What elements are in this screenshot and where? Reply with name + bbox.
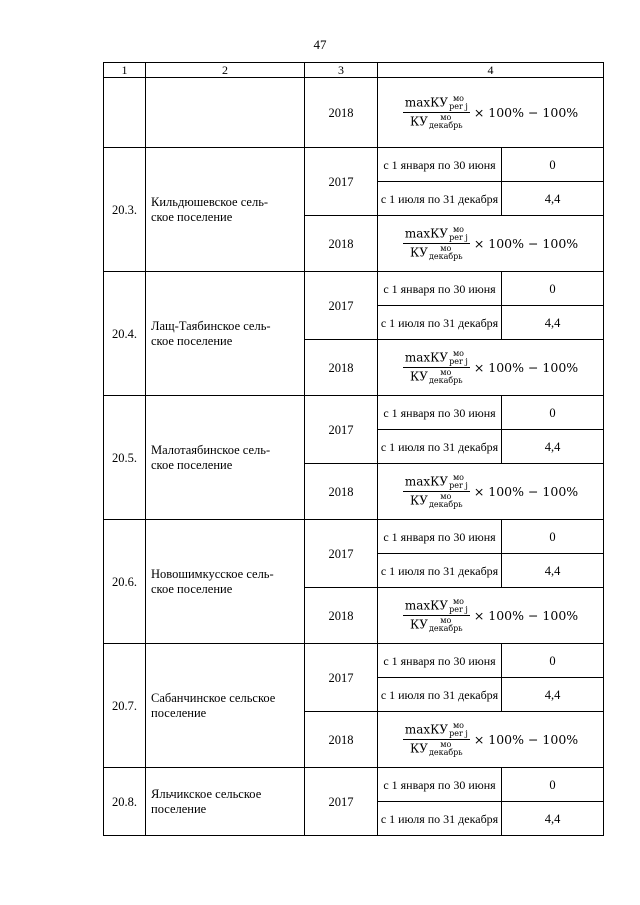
formula bbox=[403, 474, 578, 509]
period-second-half: с 1 июля по 31 декабря bbox=[378, 554, 502, 588]
value-second-half: 4,4 bbox=[502, 678, 604, 712]
year-cell: 2018 bbox=[305, 340, 378, 396]
value-first-half: 0 bbox=[502, 148, 604, 182]
table-row bbox=[104, 644, 604, 678]
formula-num-sup: мо bbox=[452, 349, 464, 358]
formula-den-sub: декабрь bbox=[428, 252, 463, 261]
formula-fraction bbox=[403, 474, 470, 509]
formula-den-sub: декабрь bbox=[428, 500, 463, 509]
period-first-half: с 1 января по 30 июня bbox=[378, 272, 502, 306]
row-number: 20.3. bbox=[104, 148, 146, 272]
formula-den-main: КУ bbox=[409, 741, 428, 756]
value-second-half: 4,4 bbox=[502, 554, 604, 588]
formula-tail: × 100% − 100% bbox=[473, 607, 579, 623]
formula bbox=[403, 95, 578, 130]
header-col-1: 1 bbox=[104, 63, 146, 78]
value-first-half: 0 bbox=[502, 272, 604, 306]
year-cell: 2018 bbox=[305, 712, 378, 768]
year-cell: 2017 bbox=[305, 396, 378, 464]
formula-num-sup: мо bbox=[452, 94, 464, 103]
period-first-half: с 1 января по 30 июня bbox=[378, 520, 502, 554]
settlement-name bbox=[146, 644, 305, 768]
row-number: 20.6. bbox=[104, 520, 146, 644]
formula-num-sup: мо bbox=[452, 225, 464, 234]
settlement-name-line-2: поселение bbox=[151, 801, 207, 816]
header-col-3: 3 bbox=[305, 63, 378, 78]
formula-cell bbox=[378, 464, 604, 520]
row-number: 20.8. bbox=[104, 768, 146, 836]
year-cell: 2018 bbox=[305, 216, 378, 272]
table-row bbox=[104, 148, 604, 182]
settlement-name-line-1: Новошимкусское сель- bbox=[151, 566, 274, 581]
page-number: 47 bbox=[313, 37, 327, 52]
value-second-half: 4,4 bbox=[502, 182, 604, 216]
formula-den-main: КУ bbox=[409, 369, 428, 384]
formula-num-sup: мо bbox=[452, 597, 464, 606]
table-row bbox=[104, 768, 604, 802]
formula bbox=[403, 350, 578, 385]
formula-num-main: maxКУ bbox=[404, 722, 449, 737]
year-cell: 2017 bbox=[305, 644, 378, 712]
formula-numerator bbox=[403, 722, 470, 740]
value-second-half: 4,4 bbox=[502, 802, 604, 836]
formula-tail: × 100% − 100% bbox=[473, 731, 579, 747]
formula-num-main: maxКУ bbox=[404, 226, 449, 241]
formula-numerator bbox=[403, 598, 470, 616]
settlement-name-line-1: Лащ-Таябинское сель- bbox=[151, 318, 271, 333]
table-row bbox=[104, 396, 604, 430]
formula-fraction bbox=[403, 722, 470, 757]
formula-num-sub: per j bbox=[449, 605, 468, 614]
settlement-name bbox=[146, 396, 305, 520]
formula-den-main: КУ bbox=[409, 617, 428, 632]
formula-cell bbox=[378, 216, 604, 272]
formula-num-sub: per j bbox=[449, 729, 468, 738]
period-first-half: с 1 января по 30 июня bbox=[378, 396, 502, 430]
value-first-half: 0 bbox=[502, 396, 604, 430]
formula-num-sub: per j bbox=[449, 102, 468, 111]
value-second-half: 4,4 bbox=[502, 430, 604, 464]
value-first-half: 0 bbox=[502, 768, 604, 802]
settlement-name-empty bbox=[146, 78, 305, 148]
formula-den-sup: мо bbox=[440, 244, 452, 253]
row-number: 20.4. bbox=[104, 272, 146, 396]
settlement-name-line-1: Яльчикское сельское bbox=[151, 786, 262, 801]
formula-cell bbox=[378, 712, 604, 768]
settlement-name-line-2: поселение bbox=[151, 705, 207, 720]
year-cell: 2017 bbox=[305, 520, 378, 588]
period-second-half: с 1 июля по 31 декабря bbox=[378, 182, 502, 216]
period-first-half: с 1 января по 30 июня bbox=[378, 768, 502, 802]
formula-num-main: maxКУ bbox=[404, 598, 449, 613]
formula-num-sub: per j bbox=[449, 481, 468, 490]
formula-den-main: КУ bbox=[409, 245, 428, 260]
formula-den-sub: декабрь bbox=[428, 624, 463, 633]
formula-den-sub: декабрь bbox=[428, 376, 463, 385]
formula-denominator bbox=[408, 244, 465, 261]
formula bbox=[403, 722, 578, 757]
formula-denominator bbox=[408, 492, 465, 509]
settlement-name-line-2: ское поселение bbox=[151, 457, 233, 472]
settlement-name-line-1: Малотаябинское сель- bbox=[151, 442, 271, 457]
period-first-half: с 1 января по 30 июня bbox=[378, 148, 502, 182]
row-number: 20.7. bbox=[104, 644, 146, 768]
formula-num-main: maxКУ bbox=[404, 474, 449, 489]
formula-fraction bbox=[403, 226, 470, 261]
year-cell: 2017 bbox=[305, 272, 378, 340]
value-first-half: 0 bbox=[502, 644, 604, 678]
settlement-name-line-1: Кильдюшевское сель- bbox=[151, 194, 269, 209]
formula-cell bbox=[378, 78, 604, 148]
formula-num-sup: мо bbox=[452, 473, 464, 482]
formula-fraction bbox=[403, 350, 470, 385]
settlement-name bbox=[146, 148, 305, 272]
row-number-empty bbox=[104, 78, 146, 148]
settlement-name-line-2: ское поселение bbox=[151, 333, 233, 348]
formula-tail: × 100% − 100% bbox=[473, 483, 579, 499]
year-cell: 2018 bbox=[305, 78, 378, 148]
formula-den-sub: декабрь bbox=[428, 121, 463, 130]
row-number: 20.5. bbox=[104, 396, 146, 520]
year-cell: 2018 bbox=[305, 464, 378, 520]
formula-den-sup: мо bbox=[440, 368, 452, 377]
formula-num-sub: per j bbox=[449, 357, 468, 366]
settlement-name bbox=[146, 768, 305, 836]
formula-denominator bbox=[408, 740, 465, 757]
table-row bbox=[104, 272, 604, 306]
header-col-4: 4 bbox=[378, 63, 604, 78]
header-col-2: 2 bbox=[146, 63, 305, 78]
formula-cell bbox=[378, 588, 604, 644]
settlement-name-line-2: ское поселение bbox=[151, 581, 233, 596]
settlement-name-line-1: Сабанчинское сельское bbox=[151, 690, 276, 705]
formula-fraction bbox=[403, 598, 470, 633]
formula-den-sup: мо bbox=[440, 113, 452, 122]
formula-numerator bbox=[403, 226, 470, 244]
formula-num-main: maxКУ bbox=[404, 95, 449, 110]
formula-den-sup: мо bbox=[440, 740, 452, 749]
period-second-half: с 1 июля по 31 декабря bbox=[378, 678, 502, 712]
year-cell: 2018 bbox=[305, 588, 378, 644]
formula-den-main: КУ bbox=[409, 493, 428, 508]
formula-den-sup: мо bbox=[440, 616, 452, 625]
value-first-half: 0 bbox=[502, 520, 604, 554]
settlement-name bbox=[146, 272, 305, 396]
formula-numerator bbox=[403, 95, 470, 113]
formula-tail: × 100% − 100% bbox=[473, 235, 579, 251]
settlement-name-line-2: ское поселение bbox=[151, 209, 233, 224]
formula-tail: × 100% − 100% bbox=[473, 359, 579, 375]
formula-tail: × 100% − 100% bbox=[473, 104, 579, 120]
formula-num-main: maxКУ bbox=[404, 350, 449, 365]
formula-den-main: КУ bbox=[409, 114, 428, 129]
continuation-row bbox=[104, 78, 604, 148]
year-cell: 2017 bbox=[305, 768, 378, 836]
table-row bbox=[104, 520, 604, 554]
formula-denominator bbox=[408, 368, 465, 385]
year-cell: 2017 bbox=[305, 148, 378, 216]
formula-numerator bbox=[403, 474, 470, 492]
period-first-half: с 1 января по 30 июня bbox=[378, 644, 502, 678]
tariff-table bbox=[103, 62, 604, 836]
formula-den-sup: мо bbox=[440, 492, 452, 501]
period-second-half: с 1 июля по 31 декабря bbox=[378, 306, 502, 340]
formula-num-sup: мо bbox=[452, 721, 464, 730]
formula-num-sub: per j bbox=[449, 233, 468, 242]
formula-fraction bbox=[403, 95, 470, 130]
period-second-half: с 1 июля по 31 декабря bbox=[378, 802, 502, 836]
formula bbox=[403, 226, 578, 261]
settlement-name bbox=[146, 520, 305, 644]
formula-cell bbox=[378, 340, 604, 396]
formula-denominator bbox=[408, 113, 465, 130]
formula-numerator bbox=[403, 350, 470, 368]
period-second-half: с 1 июля по 31 декабря bbox=[378, 430, 502, 464]
value-second-half: 4,4 bbox=[502, 306, 604, 340]
formula-den-sub: декабрь bbox=[428, 748, 463, 757]
formula bbox=[403, 598, 578, 633]
header-row bbox=[104, 63, 604, 78]
formula-denominator bbox=[408, 616, 465, 633]
